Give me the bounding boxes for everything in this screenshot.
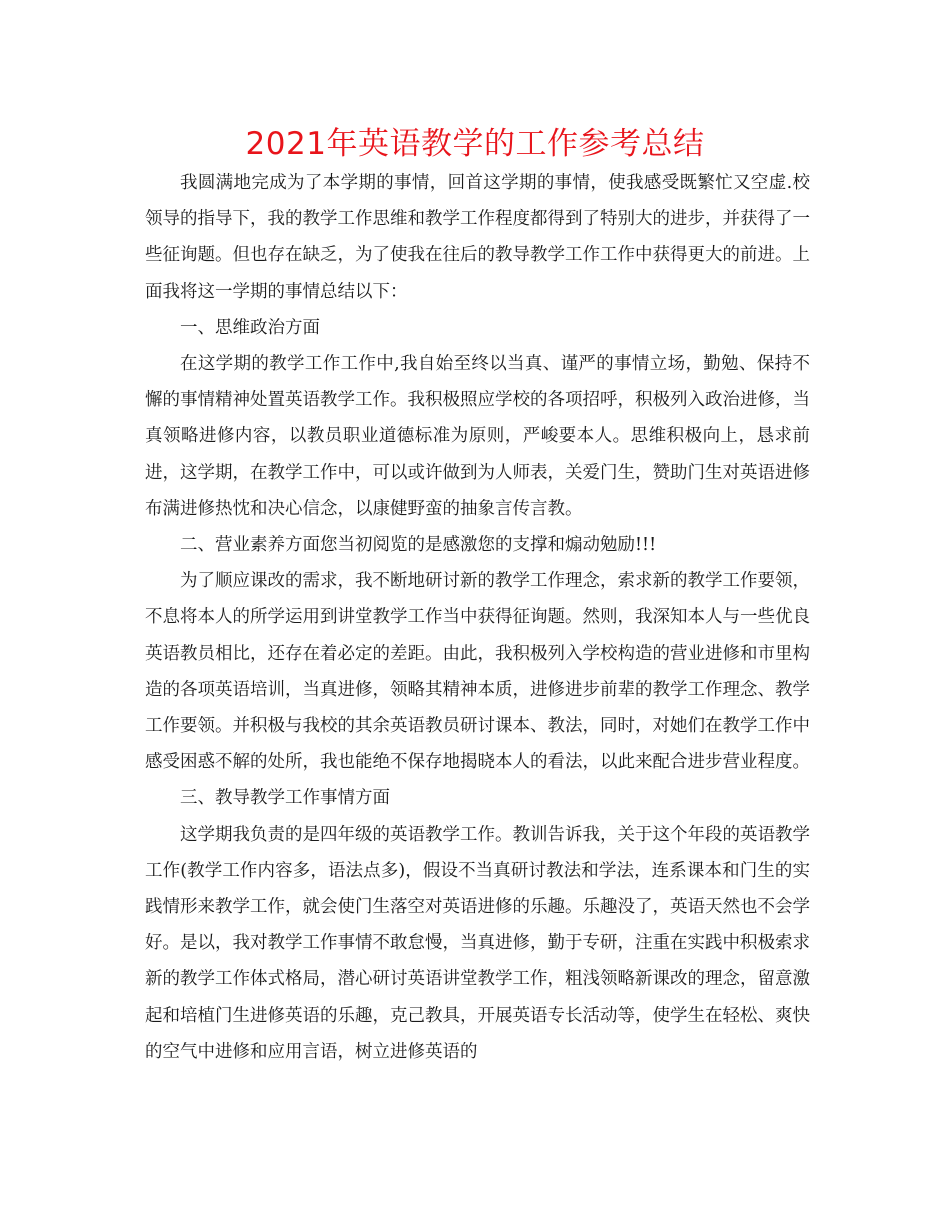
section-heading-3: 三、教导教学工作事情方面 xyxy=(180,788,390,809)
paragraph-section-3: 这学期我负责的是四年级的英语教学工作。教训告诉我，关于这个年段的英语教学工作(教学工作内容多，语法点多)，假设不当真研讨教法和学法，连系课本和门生的实践情形来教学工作，就会使门生落空对英语进修的乐趣。乐趣没了，英语天然也不会学好。是以，我对教学工作事情不敢怠慢，当真进修，勤于专研，注重在实践中积极索求新的教学工作体式格局，潜心研讨英语讲堂教学工作，粗浅领略新课改的理念，留意激起和培植门生进修英语的乐趣，克己教具，开展英语专长活动等，使学生在轻松、爽快的空气中进修和应用言语，树立进修英语的 xyxy=(145,824,810,1062)
section-heading-2: 二、营业素养方面您当初阅览的是感激您的支撑和煽动勉励!!! xyxy=(180,535,657,556)
paragraph-section-2: 为了顺应课改的需求，我不断地研讨新的教学工作理念，索求新的教学工作要领，不息将本人的所学运用到讲堂教学工作当中获得征询题。然则，我深知本人与一些优良英语教员相比，还存在着必定的差距。由此，我积极列入学校构造的营业进修和市里构造的各项英语培训，当真进修，领略其精神本质，进修进步前辈的教学工作理念、教学工作要领。并积极与我校的其余英语教员研讨课本、教法，同时，对她们在教学工作中感受困惑不解的处所，我也能绝不保存地揭晓本人的看法，以此来配合进步营业程度。 xyxy=(145,571,810,773)
section-heading-1: 一、思维政治方面 xyxy=(180,317,320,338)
document-title: 2021年英语教学的工作参考总结 xyxy=(245,126,705,162)
paragraph-section-1: 在这学期的教学工作工作中,我自始至终以当真、谨严的事情立场，勤勉、保持不懈的事情精神处置英语教学工作。我积极照应学校的各项招呼，积极列入政治进修，当真领略进修内容，以教员职业道德标准为原则，严峻要本人。思维积极向上，恳求前进，这学期，在教学工作中，可以或许做到为人师表，关爱门生，赞助门生对英语进修布满进修热忱和决心信念，以康健野蛮的抽象言传言教。 xyxy=(145,354,810,519)
paragraph-intro: 我圆满地完成为了本学期的事情，回首这学期的事情，使我感受既繁忙又空虚.校领导的指导下，我的教学工作思维和教学工作程度都得到了特别大的进步，并获得了一些征询题。但也存在缺乏，为了使我在往后的教导教学工作工作中获得更大的前进。上面我将这一学期的事情总结以下： xyxy=(145,173,810,302)
document-body xyxy=(145,165,810,1070)
